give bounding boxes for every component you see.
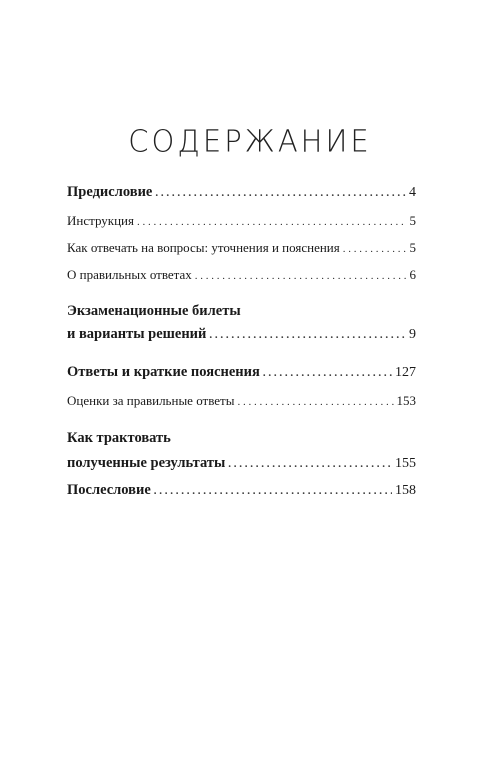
toc-entry-correct-answers[interactable] [67, 267, 416, 283]
dot-leader [237, 396, 393, 408]
dot-leader [137, 216, 407, 228]
toc-entry-exam-tickets-line1[interactable]: Экзаменационные билеты [67, 303, 241, 319]
dot-leader [209, 329, 406, 341]
toc-entry-label: Послесловие [67, 482, 151, 498]
dot-leader [155, 187, 406, 199]
toc-page-number: 4 [409, 185, 416, 200]
dot-leader [195, 270, 407, 282]
toc-page-number: 155 [395, 456, 416, 471]
toc-entry-interpret[interactable] [67, 455, 416, 472]
toc-page-number: 158 [395, 483, 416, 498]
toc-entry-instruction[interactable] [67, 213, 416, 229]
toc-entry-scores[interactable] [67, 393, 416, 409]
toc-entry-label: и варианты решений [67, 326, 207, 342]
toc-page-number: 9 [409, 327, 416, 342]
dot-leader [343, 243, 407, 255]
toc-entry-afterword[interactable] [67, 482, 416, 499]
toc-page-number: 6 [409, 267, 416, 282]
toc-entry-label: Предисловие [67, 184, 153, 200]
toc-entry-label: Инструкция [67, 213, 134, 228]
toc-page-number: 153 [396, 393, 416, 408]
dot-leader [154, 485, 392, 497]
toc-page-number: 5 [409, 240, 416, 255]
page-title: СОДЕРЖАНИЕ [128, 123, 372, 159]
toc-entry-answers[interactable] [67, 364, 416, 381]
dot-leader [228, 458, 392, 470]
toc-entry-interpret-line1[interactable]: Как трактовать [67, 430, 171, 446]
toc-page-number: 127 [395, 365, 416, 380]
toc-entry-preface[interactable] [67, 184, 416, 201]
dot-leader [263, 367, 392, 379]
toc-entry-how-to-answer[interactable] [67, 240, 416, 256]
toc-entry-label: Оценки за правильные ответы [67, 393, 235, 408]
toc-entry-label: Как отвечать на вопросы: уточнения и пояснения [67, 240, 340, 255]
toc-entry-label: полученные результаты [67, 455, 226, 471]
toc-entry-exam-tickets[interactable] [67, 326, 416, 343]
toc-page-number: 5 [409, 213, 416, 228]
toc-entry-label: Ответы и краткие пояснения [67, 364, 260, 380]
toc-entry-label: О правильных ответах [67, 267, 192, 282]
